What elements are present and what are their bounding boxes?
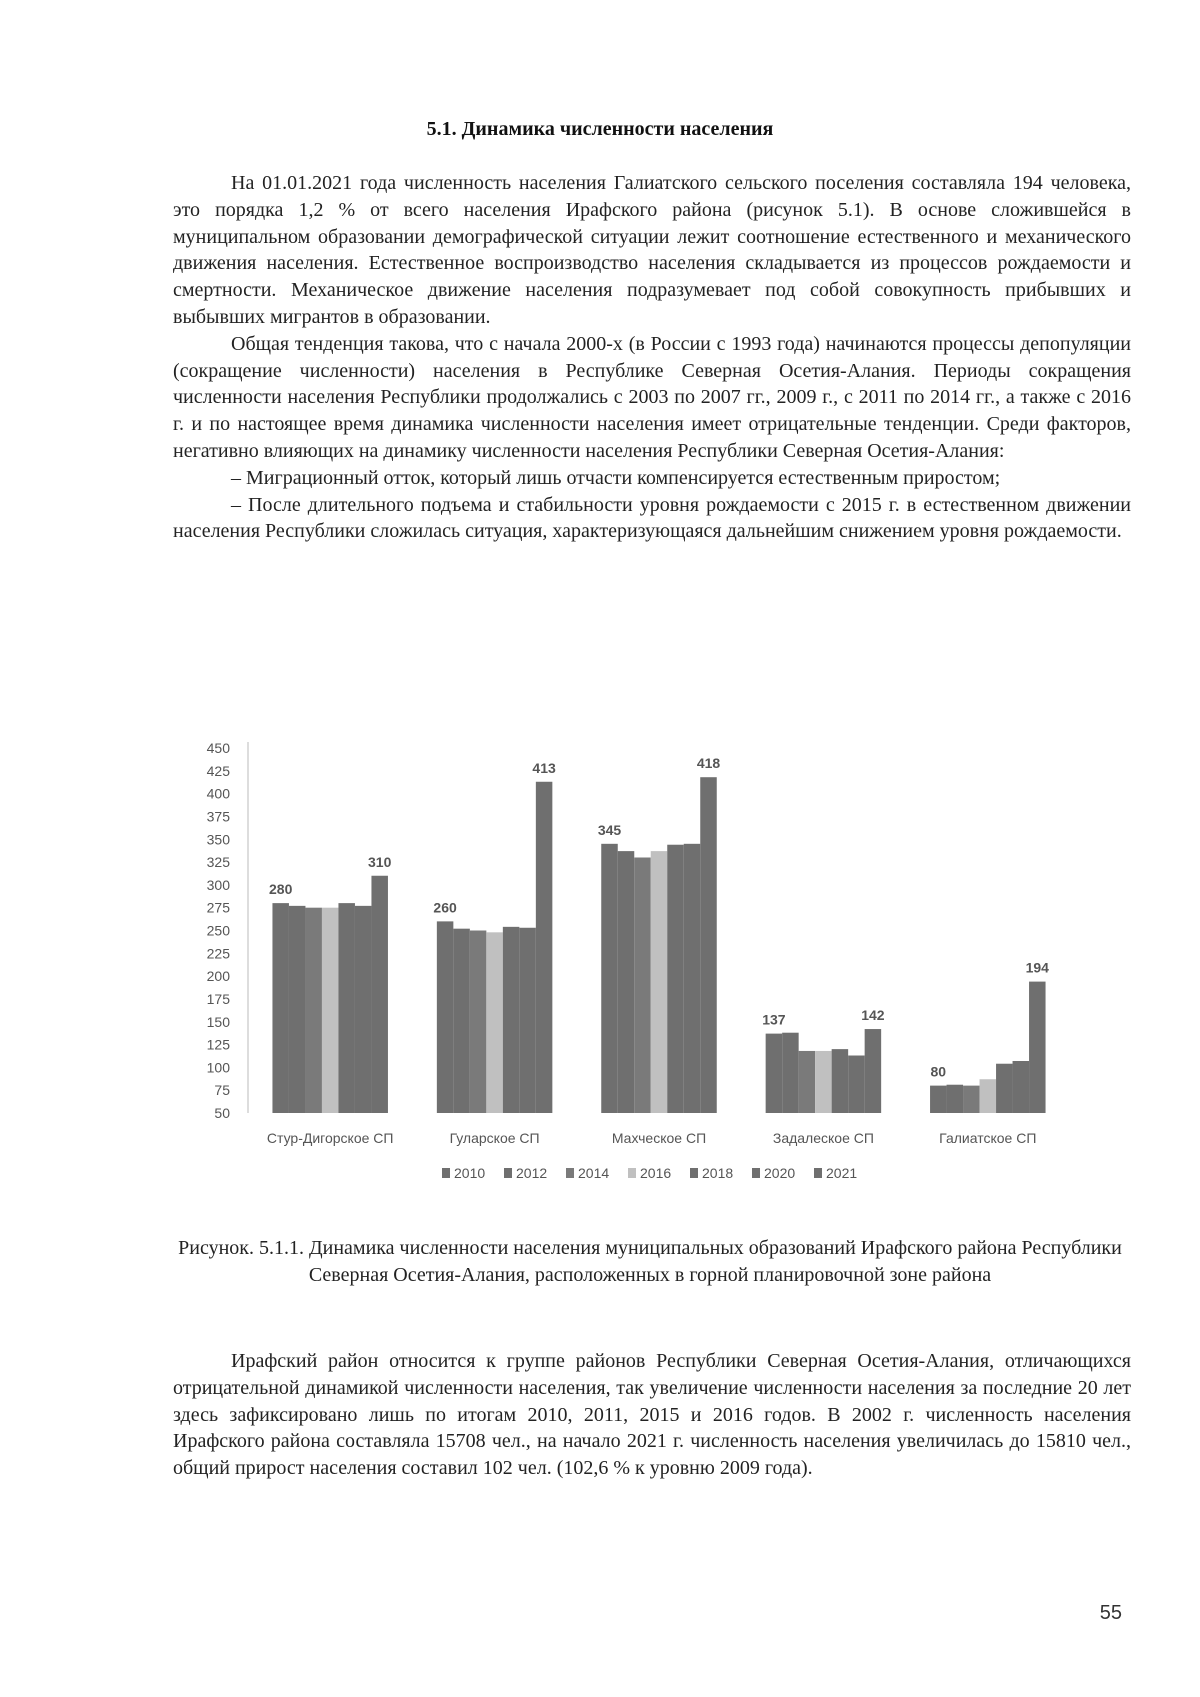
data-label: 310 <box>368 853 392 870</box>
legend-swatch <box>752 1168 760 1178</box>
bar <box>651 851 668 1113</box>
bar <box>980 1079 997 1113</box>
y-tick-label: 275 <box>206 899 230 916</box>
data-label: 142 <box>861 1007 885 1024</box>
bars <box>272 777 1045 1113</box>
bar <box>667 845 684 1113</box>
y-tick-label: 300 <box>206 876 230 893</box>
after-text <box>173 1348 1131 1482</box>
legend-label: 2014 <box>578 1165 610 1181</box>
bar <box>371 876 388 1113</box>
bar <box>338 903 355 1113</box>
y-tick-label: 125 <box>206 1036 230 1053</box>
bar <box>272 903 289 1113</box>
legend-label: 2016 <box>640 1165 672 1181</box>
bar <box>634 858 651 1114</box>
data-label: 413 <box>532 759 556 776</box>
y-tick-label: 425 <box>206 762 230 779</box>
legend-swatch <box>628 1168 636 1178</box>
x-tick-label: Гуларское СП <box>449 1130 540 1146</box>
bar <box>848 1056 865 1113</box>
bar <box>832 1049 849 1113</box>
y-tick-label: 400 <box>206 785 230 802</box>
paragraph: На 01.01.2021 года численность населения Галиатского сельского поселения составляла 194 человека, это порядка 1,2 % от всего населения Ирафского района (рисунок 5.1). В основе сложившейся в муниципальном образовании демографической ситуации лежит соотношение естественного и механического движения населения. Естественное воспроизводство населения складывается из процессов рождаемости и смертности. Механическое движение населения подразумевает под собой совокупность прибывших и выбывших мигрантов в образовании. <box>173 172 1131 328</box>
bar <box>799 1051 816 1113</box>
bar <box>865 1029 882 1113</box>
bar <box>618 851 635 1113</box>
population-bar-chart <box>200 730 1080 1220</box>
bar <box>486 932 503 1113</box>
legend-label: 2020 <box>764 1165 796 1181</box>
x-tick-label: Стур-Дигорское СП <box>266 1130 394 1146</box>
bar <box>305 908 322 1113</box>
bar <box>815 1051 832 1113</box>
legend-swatch <box>814 1168 822 1178</box>
y-tick-label: 375 <box>206 808 230 825</box>
y-axis <box>207 740 248 1121</box>
y-tick-label: 450 <box>206 740 230 756</box>
y-tick-label: 325 <box>206 854 230 871</box>
data-label: 80 <box>930 1063 947 1080</box>
bar <box>930 1086 947 1113</box>
bar <box>519 928 536 1113</box>
bar <box>355 906 372 1113</box>
legend-label: 2018 <box>702 1165 734 1181</box>
section-title: 5.1. Динамика численности населения <box>426 118 774 140</box>
bar <box>470 931 487 1114</box>
legend-swatch <box>442 1168 450 1178</box>
bar <box>782 1033 799 1113</box>
legend <box>442 1165 857 1181</box>
data-label: 345 <box>597 821 622 838</box>
data-label: 260 <box>433 899 457 916</box>
bar <box>963 1086 980 1113</box>
legend-label: 2012 <box>516 1165 548 1181</box>
bar <box>947 1085 964 1113</box>
x-tick-label: Задалеское СП <box>772 1130 874 1146</box>
intro-text <box>173 170 1131 545</box>
y-tick-label: 75 <box>214 1082 230 1099</box>
bar <box>1013 1061 1030 1113</box>
y-tick-label: 350 <box>206 831 230 848</box>
bar <box>1029 982 1046 1113</box>
legend-swatch <box>690 1168 698 1178</box>
x-tick-label: Махческое СП <box>611 1130 707 1146</box>
bar <box>536 782 553 1113</box>
bar <box>437 921 454 1113</box>
y-tick-label: 100 <box>206 1059 230 1076</box>
legend-label: 2021 <box>826 1165 858 1181</box>
figure-caption: Рисунок. 5.1.1. Динамика численности населения муниципальных образований Ирафского района Республики Северная Осетия-Алания, расположенных в горной планировочной зоне района <box>178 1237 1122 1286</box>
bar <box>700 777 717 1113</box>
data-label: 194 <box>1025 959 1049 976</box>
legend-swatch <box>504 1168 512 1178</box>
y-tick-label: 250 <box>206 922 230 939</box>
bar <box>684 844 701 1113</box>
bar <box>766 1034 783 1113</box>
bar <box>503 927 519 1113</box>
bar <box>453 929 470 1113</box>
paragraph: Ирафский район относится к группе районов Республики Северная Осетия-Алания, отличающихся отрицательной динамикой численности населения, так увеличение численности населения за последние 20 лет здесь зафиксировано лишь по итогам 2010, 2011, 2015 и 2016 годов. В 2002 г. численность населения Ирафского района составляла 15708 чел., на начало 2021 г. численность населения увеличилась до 15810 чел., общий прирост населения составил 102 чел. (102,6 % к уровню 2009 года). <box>173 1350 1131 1480</box>
x-axis <box>267 1130 1036 1146</box>
legend-label: 2010 <box>454 1165 486 1181</box>
data-label: 418 <box>696 755 721 772</box>
paragraph: Общая тенденция такова, что с начала 2000-х (в России с 1993 года) начинаются процессы депопуляции (сокращение численности) населения в Республике Северная Осетия-Алания. Периоды сокращения численности населения Республики продолжались с 2003 по 2007 гг., 2009 г., с 2011 по 2014 гг., а также с 2016 г. и по настоящее время динамика численности населения имеет отрицательные тенденции. Среди факторов, негативно влияющих на динамику численности населения Республики Северная Осетия-Алания: <box>173 332 1131 462</box>
bar <box>601 844 618 1113</box>
bar <box>322 908 339 1113</box>
paragraph: – После длительного подъема и стабильности уровня рождаемости с 2015 г. в естественном движении населения Республики сложилась ситуация, характеризующаяся дальнейшим снижением уровня рождаемости. <box>173 493 1131 543</box>
data-label: 280 <box>269 881 293 898</box>
page-number: 55 <box>1099 1602 1122 1624</box>
bar <box>996 1064 1013 1113</box>
y-tick-label: 225 <box>206 945 230 962</box>
y-tick-label: 150 <box>206 1013 230 1030</box>
legend-swatch <box>566 1168 574 1178</box>
x-tick-label: Галиатское СП <box>939 1130 1037 1146</box>
data-label: 137 <box>762 1011 786 1028</box>
bar <box>289 906 306 1113</box>
y-tick-label: 175 <box>206 990 230 1007</box>
y-tick-label: 50 <box>214 1105 230 1121</box>
y-tick-label: 200 <box>206 968 230 985</box>
paragraph: – Миграционный отток, который лишь отчасти компенсируется естественным приростом; <box>231 466 1001 489</box>
